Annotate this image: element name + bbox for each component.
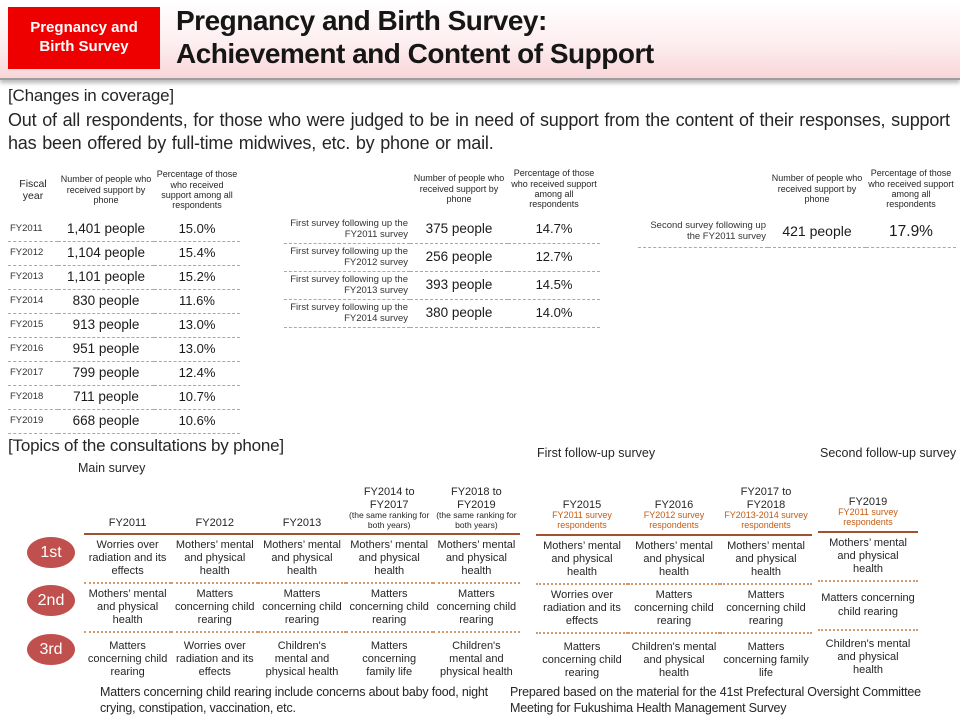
- survey-badge: [8, 7, 160, 69]
- fiscal-year-cell: FY2016: [8, 338, 58, 362]
- page-title-line1: Pregnancy and Birth Survey:: [176, 5, 547, 36]
- rank-cell: Matters concerning child rearing: [258, 584, 345, 633]
- number-cell: 830 people: [58, 290, 154, 314]
- rank-col-header: FY2019 FY2011 survey respondents: [818, 486, 918, 533]
- number-cell: 421 people: [768, 216, 866, 248]
- rank-col-header: FY2016 FY2012 survey respondents: [628, 486, 720, 536]
- rank-col-header: FY2014 to FY2017 (the same ranking for both years): [346, 486, 433, 535]
- rank-col-header: FY2012: [171, 486, 258, 535]
- rank-cell: Mothers’ mental and physical health: [818, 533, 918, 582]
- percent-cell: 12.7%: [508, 244, 600, 272]
- badge-line1: Pregnancy and: [30, 19, 138, 37]
- main-survey-label: Main survey: [78, 461, 146, 475]
- percent-cell: 12.4%: [154, 362, 240, 386]
- survey-label-cell: First survey following up the FY2013 survey: [284, 272, 410, 300]
- fiscal-year-cell: FY2015: [8, 314, 58, 338]
- rank-cell: Mothers’ mental and physical health: [84, 584, 171, 633]
- number-cell: 393 people: [410, 272, 508, 300]
- percent-cell: 15.4%: [154, 242, 240, 266]
- second-followup-ranking-table: [818, 486, 918, 684]
- rank-cell: Matters concerning child rearing: [433, 584, 520, 633]
- coverage-heading: [Changes in coverage]: [8, 86, 174, 105]
- rank-cell: Children's mental and physical health: [631, 640, 717, 680]
- rank-badge-3rd: 3rd: [27, 634, 75, 665]
- number-cell: 799 people: [58, 362, 154, 386]
- col-header-number: Number of people who received support by phone: [60, 174, 152, 206]
- first-followup-ranking-table: [536, 486, 812, 687]
- main-survey-ranking-table: [84, 486, 520, 686]
- main-survey-support-table: [8, 162, 240, 434]
- rank-cell: Worries over radiation and its effects: [84, 535, 171, 584]
- rank-col-header: FY2017 to FY2018 FY2013-2014 survey respondents: [720, 486, 812, 536]
- col-header-empty: [284, 162, 410, 216]
- percent-cell: 14.7%: [508, 216, 600, 244]
- fiscal-year-cell: FY2013: [8, 266, 58, 290]
- fiscal-year-cell: FY2019: [8, 410, 58, 434]
- percent-cell: 14.5%: [508, 272, 600, 300]
- fiscal-year-cell: FY2011: [8, 218, 58, 242]
- first-followup-label: First follow-up survey: [537, 446, 656, 460]
- number-cell: 1,401 people: [58, 218, 154, 242]
- survey-label-cell: First survey following up the FY2012 survey: [284, 244, 410, 272]
- rank-cell: Matters concerning child rearing: [720, 585, 812, 634]
- rank-cell: Mothers’ mental and physical health: [536, 536, 628, 585]
- rank-col-header: FY2015 FY2011 survey respondents: [536, 486, 628, 536]
- rank-cell: Matters concerning child rearing: [346, 584, 433, 633]
- number-cell: 668 people: [58, 410, 154, 434]
- number-cell: 256 people: [410, 244, 508, 272]
- title-bar: [0, 0, 960, 80]
- rank-badge-2nd: 2nd: [27, 585, 75, 616]
- first-followup-support-table: [284, 162, 600, 328]
- rank-cell: Matters concerning child rearing: [628, 585, 720, 634]
- percent-cell: 14.0%: [508, 300, 600, 328]
- number-cell: 1,104 people: [58, 242, 154, 266]
- survey-label-cell: First survey following up the FY2014 survey: [284, 300, 410, 328]
- rank-col-header: FY2013: [258, 486, 345, 535]
- col-header-fiscal-year: Fiscal year: [19, 177, 47, 202]
- col-header-empty: [638, 162, 768, 216]
- rank-col-header: FY2018 to FY2019 (the same ranking for both years): [433, 486, 520, 535]
- percent-cell: 10.7%: [154, 386, 240, 410]
- rank-cell: Children's mental and physical health: [825, 637, 911, 677]
- number-cell: 913 people: [58, 314, 154, 338]
- fiscal-year-cell: FY2017: [8, 362, 58, 386]
- rank-cell: Mothers’ mental and physical health: [258, 535, 345, 584]
- page-title: [176, 4, 654, 70]
- percent-cell: 13.0%: [154, 338, 240, 362]
- number-cell: 1,101 people: [58, 266, 154, 290]
- page-title-line2: Achievement and Content of Support: [176, 38, 654, 70]
- col-header-percentage: Percentage of those who received support among all respondents: [156, 169, 238, 211]
- coverage-body: Out of all respondents, for those who were judged to be in need of support from the content of their responses, support has been offered by full-time midwives, etc. by phone or mail.: [8, 110, 950, 154]
- rank-cell: Mothers’ mental and physical health: [433, 535, 520, 584]
- fiscal-year-cell: FY2018: [8, 386, 58, 410]
- percent-cell: 15.0%: [154, 218, 240, 242]
- badge-line2: Birth Survey: [39, 38, 129, 55]
- rank-cell: Mothers’ mental and physical health: [171, 535, 258, 584]
- col-header-number: Number of people who received support by phone: [413, 173, 505, 205]
- topics-heading: [Topics of the consultations by phone]: [8, 436, 284, 455]
- rank-cell: Matters concerning family life: [723, 640, 809, 680]
- survey-label-cell: Second survey following up the FY2011 survey: [638, 216, 768, 248]
- second-followup-support-table: [638, 162, 956, 248]
- rank-badge-1st: 1st: [27, 537, 75, 568]
- second-followup-label: Second follow-up survey: [820, 446, 957, 460]
- rank-cell: Mothers’ mental and physical health: [628, 536, 720, 585]
- number-cell: 380 people: [410, 300, 508, 328]
- rank-cell: Worries over radiation and its effects: [175, 639, 254, 679]
- rank-cell: Matters concerning family life: [362, 639, 417, 679]
- number-cell: 375 people: [410, 216, 508, 244]
- rank-cell: Children's mental and physical health: [440, 639, 513, 679]
- rank-cell: Mothers’ mental and physical health: [346, 535, 433, 584]
- col-header-percentage: Percentage of those who received support among all respondents: [868, 168, 954, 210]
- percent-cell: 17.9%: [866, 216, 956, 248]
- rank-cell: Worries over radiation and its effects: [536, 585, 628, 634]
- footnote-source: Prepared based on the material for the 41st Prefectural Oversight Committee Meeting for Fukushima Health Management Survey: [510, 685, 921, 716]
- rank-cell: Children's mental and physical health: [265, 639, 339, 679]
- rank-col-header: FY2011: [84, 486, 171, 535]
- rank-cell: Matters concerning child rearing: [171, 584, 258, 633]
- percent-cell: 10.6%: [154, 410, 240, 434]
- survey-label-cell: First survey following up the FY2011 survey: [284, 216, 410, 244]
- col-header-percentage: Percentage of those who received support among all respondents: [511, 168, 597, 210]
- number-cell: 951 people: [58, 338, 154, 362]
- footnote-childrearing: Matters concerning child rearing include concerns about baby food, night crying, constipation, vaccination, etc.: [100, 685, 488, 716]
- fiscal-year-cell: FY2014: [8, 290, 58, 314]
- percent-cell: 13.0%: [154, 314, 240, 338]
- rank-cell: Matters concerning child rearing: [542, 640, 622, 680]
- rank-cell: Matters concerning child rearing: [87, 639, 168, 679]
- fiscal-year-cell: FY2012: [8, 242, 58, 266]
- percent-cell: 11.6%: [154, 290, 240, 314]
- percent-cell: 15.2%: [154, 266, 240, 290]
- rank-cell: Matters concerning child rearing: [818, 582, 918, 631]
- rank-cell: Mothers’ mental and physical health: [720, 536, 812, 585]
- number-cell: 711 people: [58, 386, 154, 410]
- col-header-number: Number of people who received support by phone: [771, 173, 863, 205]
